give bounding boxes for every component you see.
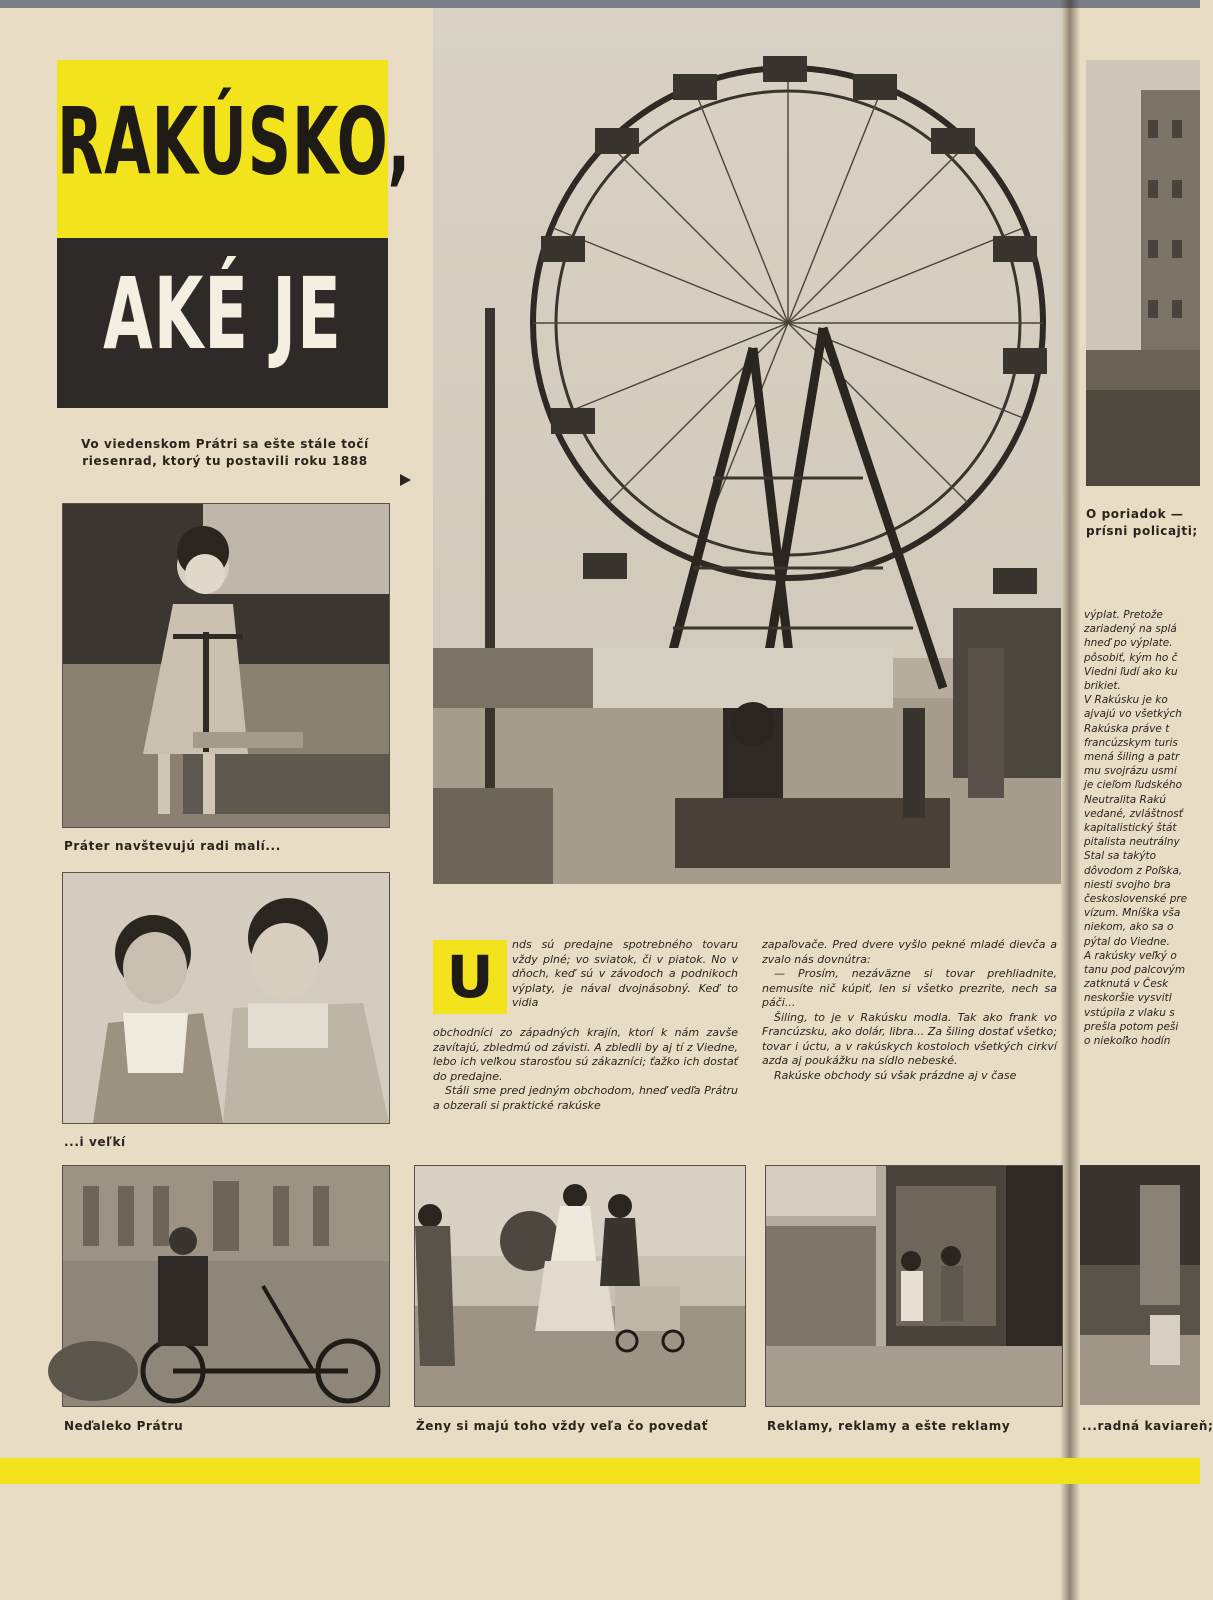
yellow-footer-stripe [0,1458,1200,1484]
article-col1-lead-text: nds sú predajne spotrebného tovaru vždy plné; vo sviatok, či v piatok. No v dňoch, keď sú v závodoch a podnikoch výplaty, je nával dvojnásobný. Keď to vidia [512,938,738,1009]
right-column-text [1084,608,1200,1048]
right-column-line: je cieľom ľudského [1084,779,1183,792]
paper-top-edge [0,0,1200,8]
article-col1-rest-text: obchodníci zo západných krajín, ktorí k nám zavše zavítajú, zbledmú od závisti. A zbledli by aj tí z Viedne, lebo ich veľkou starosťou sú zákazníci; ťažko ich dostať do predajne. [433,1026,738,1083]
photo-right-street [1086,60,1200,486]
caption-women: Ženy si majú toho vždy veľa čo povedať [416,1419,709,1433]
photo-two-girls [62,872,390,1124]
right-column-line: Rakúska práve t [1084,722,1170,735]
right-column-line: Stal sa takýto [1084,850,1157,863]
caption-ferris-wheel: Vo viedenskom Prátri sa ešte stále točí riesenrad, ktorý tu postavili roku 1888 [81,437,369,468]
right-column-line: Viedni ľudí ako ku [1084,665,1178,678]
article-title [57,60,412,408]
right-column-line: niesti svojho bra [1084,878,1171,891]
photo-ferris-wheel [433,8,1061,884]
caption-adults: ...i veľkí [64,1135,126,1149]
article-col2 [762,938,1057,1083]
title-line-2: AKÉ JE [103,258,342,373]
page-gutter-shadow [1060,0,1080,1600]
caption-near-prater: Neďaleko Prátru [64,1419,184,1433]
right-column-line: výplat. Pretože [1084,609,1163,621]
photo-advertisements [765,1165,1063,1407]
right-column-line: dôvodom z Poľska, [1084,864,1183,877]
right-column-line: pitalista neutrálny [1084,836,1180,849]
right-column-line: vstúpila z vlaku s [1084,1006,1175,1019]
article-col1-lead [512,938,738,1011]
article-col1-p2: Stáli sme pred jedným obchodom, hneď vedľa Prátru a obzerali si praktické rakúske [433,1084,738,1112]
right-column-line: prešla potom peši [1084,1020,1179,1033]
right-column-line: československé pre [1084,893,1188,906]
right-column-line: Neutralita Rakú [1084,793,1167,806]
caption-small-visitors: Práter navštevujú radi malí... [64,839,281,853]
caption-advertisements: Reklamy, reklamy a ešte reklamy [767,1419,1011,1433]
right-column-line: zatknutá v Česk [1084,978,1169,991]
right-column-line: ajvajú vo všetkých [1084,708,1182,721]
article-col1-rest [433,1026,738,1113]
right-column-line: pôsobiť, kým ho č [1084,651,1178,664]
right-column-line: francúzskym turis [1084,736,1178,749]
right-column-line: niekom, ako sa o [1084,921,1174,934]
photo-near-prater [62,1165,390,1407]
right-column-line: hneď po výplate. [1084,637,1173,650]
right-column-line: brikiet. [1084,680,1121,693]
photo-right-cafe [1080,1165,1200,1405]
right-column-line: A rakúsky veľký o [1084,949,1177,962]
right-column-line: kapitalistický štát [1084,822,1177,835]
right-column-line: vedané, zvláštnosť [1084,807,1183,820]
photo-girl-scooter [62,503,390,828]
title-dark-band [57,238,388,408]
article-col2-p4: Rakúske obchody sú však prázdne aj v čase [774,1068,1017,1082]
right-column-line: pýtal do Viedne. [1084,935,1170,948]
right-column-line: zariadený na splá [1084,623,1177,636]
right-column-line: mu svojrázu usmi [1084,765,1177,778]
right-column-line: V Rakúsku je ko [1084,694,1168,707]
right-column-line: vízum. Mníška vša [1084,907,1181,920]
right-column-line: mená šiling a patr [1084,751,1180,764]
caption-cafe: ...radná kaviareň; [1082,1419,1213,1433]
right-column-line: o niekoľko hodín [1084,1035,1171,1048]
article-col2-p3: Šiling, to je v Rakúsku modla. Tak ako frank vo Francúzsku, ako dolár, libra... Za šiling dostať všetko; tovar i úctu, a v rakúskych kostoloch všetkých cirkví azda aj poukážku na sídlo nebeské. [762,1010,1057,1067]
article-col2-p1: zapaľovače. Pred dvere vyšlo pekné mladé dievča a zvalo nás dovnútra: [762,938,1057,966]
caption-police: O poriadok — prísni policajti; [1086,507,1198,538]
caption-pointer-arrow [400,474,411,486]
photo-women-talking [414,1165,746,1407]
article-dropcap: U [433,940,507,1014]
title-line-1: RAKÚSKO, [57,88,412,197]
title-yellow-band [57,60,412,238]
right-column-line: tanu pod palcovým [1084,964,1186,977]
article-col2-p2: — Prosím, nezáväzne si tovar prehliadnite, nemusíte nič kúpiť, len si všetko prezrite, nech sa páči... [762,967,1057,1009]
right-column-line: neskoršie vysvitl [1084,992,1172,1005]
